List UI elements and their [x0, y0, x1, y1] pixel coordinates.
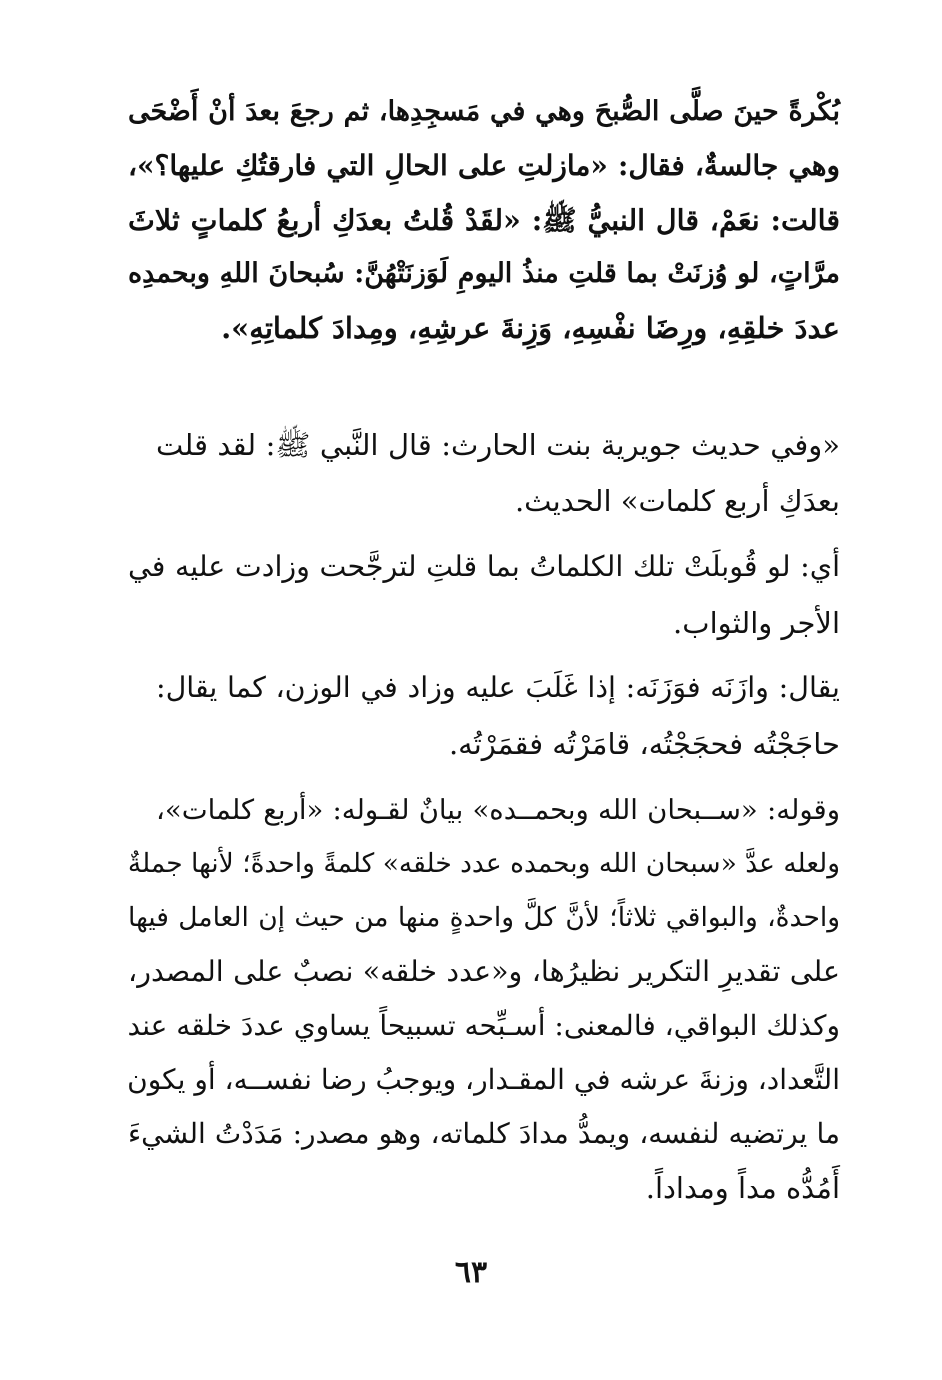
text-line: على تقديرِ التكرير نظيرُها، و«عدد خلقه» نصبٌ على المصدر،	[128, 955, 840, 988]
page-number: ٦٣	[454, 1255, 488, 1290]
text-line: بُكْرةً حينَ صلَّى الصُّبحَ وهي في مَسجِدِها، ثم رجعَ بعدَ أنْ أَضْحَى	[128, 96, 840, 127]
text-line: مرَّاتٍ، لو وُزنَتْ بما قلتِ منذُ اليومِ لَوَزنَتْهُنَّ: سُبحانَ اللهِ وبحمدِه	[128, 258, 840, 289]
text-line: ولعله عدَّ «سبحان الله وبحمده عدد خلقه» كلمةً واحدةً؛ لأنها جملةٌ	[127, 848, 840, 879]
text-line: بعدَكِ أربع كلمات» الحديث.	[514, 484, 840, 518]
text-line: عددَ خلقِهِ، ورِضَا نفْسِهِ، وَزِنةَ عرشِهِ، ومِدادَ كلماتِهِ».	[221, 311, 840, 345]
text-line: وقوله: «ســبحان الله وبحمــده» بيانٌ لقـوله: «أربع كلمات»،	[156, 794, 840, 826]
text-line: واحدةٌ، والبواقي ثلاثاً؛ لأنَّ كلَّ واحدةٍ منها من حيث إن العامل فيها	[128, 902, 840, 933]
text-line: ما يرتضيه لنفسه، ويمدُّ مدادَ كلماته، وهو مصدر: مَدَدْتُ الشيءَ	[128, 1117, 840, 1150]
text-line: أي: لو قُوبلَتْ تلك الكلماتُ بما قلتِ لترجَّحت وزادت عليه في	[128, 550, 840, 583]
text-line: «وفي حديث جويرية بنت الحارث: قال النَّبي ﷺ: لقد قلت	[156, 428, 840, 462]
text-line: وكذلك البواقي، فالمعنى: أسـبِّحه تسبيحاً يساوي عددَ خلقه عند	[127, 1009, 840, 1042]
text-line: قالت: نعَمْ، قال النبيُّ ﷺ: «لقَدْ قُلتُ بعدَكِ أربعُ كلماتٍ ثلاثَ	[128, 203, 840, 237]
text-line: الأجر والثواب.	[673, 606, 840, 640]
text-line: التَّعداد، وزنةَ عرشه في المقـدار، ويوجبُ رضا نفســه، أو يكون	[127, 1063, 840, 1096]
text-line: أَمُدُّه مداً ومداداً.	[645, 1171, 840, 1205]
text-line: حاجَجْتُه فحجَجْتُه، قامَرْتُه فقمَرْتُه.	[448, 727, 840, 761]
text-line: يقال: وازَنَه فوَزَنَه: إذا غَلَبَ عليه وزاد في الوزن، كما يقال:	[156, 671, 840, 704]
page-body	[128, 92, 840, 1232]
text-line: وهي جالسةٌ، فقال: «مازلتِ على الحالِ التي فارقتُكِ عليها؟»،	[128, 149, 840, 182]
